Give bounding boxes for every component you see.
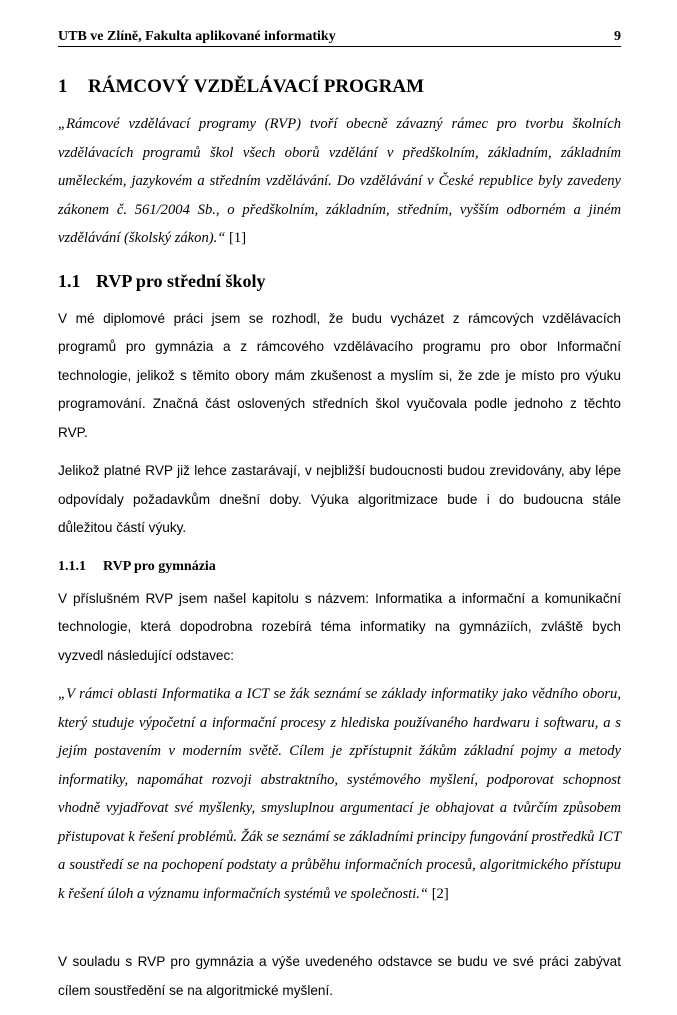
subsection-quote-text: „V rámci oblasti Informatika a ICT se žák seznámí se základy informatiky jako vědního oboru, který studuje výpočetní a informační procesy z hlediska používaného hardwaru i softwaru, a s jejím postavením v moderním světě. Cílem je zpřístupnit žákům základní pojmy a metody informatiky, napomáhat rozvoji abstraktního, systémového myšlení, podporovat schopnost vhodně vyjadřovat své myšlenky, smysluplnou argumentací je obhajovat a tvůrčím způsobem přistupovat k řešení problémů. Žák se seznámí se základními principy fungování prostředků ICT a soustředí se na pochopení podstaty a průběhu informačních procesů, algoritmického přístupu k řešení úloh a významu informačních systémů ve společnosti.“ [58, 686, 621, 902]
chapter-quote-text: „Rámcové vzdělávací programy (RVP) tvoří obecně závazný rámec pro tvorbu školních vzdělávacích programů škol všech oborů vzdělání v předškolním, základním, základním uměleckém, jazykovém a středním vzdělávání. Do vzdělávání v České republice byly zavedeny zákonem č. 561/2004 Sb., o předškolním, základním, středním, vyšším odborném a jiném vzdělávání (školský zákon).“ [58, 116, 621, 246]
section-heading [58, 269, 621, 293]
chapter-quote [58, 110, 621, 253]
page-header [58, 28, 621, 47]
page-number: 9 [614, 29, 621, 44]
section-number: 1.1 [58, 270, 81, 291]
subsection-intro: V příslušném RVP jsem našel kapitolu s názvem: Informatika a informační a komunikační technologie, která dopodrobna rozebírá téma informatiky na gymnáziích, zvláště bych vyzvedl následující odstavec: [58, 590, 621, 663]
subsection-quote [58, 680, 621, 908]
running-title: UTB ve Zlíně, Fakulta aplikované informatiky [58, 29, 336, 44]
chapter-heading [58, 74, 621, 100]
section-paragraph-2: Jelikož platné RVP již lehce zastarávají, v nejbližší budoucnosti budou zrevidovány, aby lépe odpovídaly požadavkům dnešní doby. Výuka algoritmizace bude i do budoucna stále důležitou částí výuky. [58, 463, 621, 535]
subsection-title: RVP pro gymnázia [103, 558, 216, 574]
chapter-number: 1 [58, 76, 68, 97]
page-content [58, 74, 621, 1015]
chapter-title: RÁMCOVÝ VZDĚLÁVACÍ PROGRAM [88, 76, 425, 97]
subsection-heading [58, 557, 621, 577]
closing-paragraph: V souladu s RVP pro gymnázia a výše uvedeného odstavce se budu ve své práci zabývat cílem soustředění se na algoritmické myšlení. [58, 954, 621, 998]
section-title: RVP pro střední školy [96, 270, 266, 291]
section-paragraph-1: V mé diplomové práci jsem se rozhodl, že budu vycházet z rámcových vzdělávacích programů pro gymnázia a z rámcového vzdělávacího programu pro obor Informační technologie, jelikož s těmito obory mám zkušenost a myslím si, že zde je místo pro výuku programování. Značná část oslovených středních škol vyučovala podle jednoho z těchto RVP. [58, 310, 621, 440]
subsection-number: 1.1.1 [58, 558, 86, 574]
subsection-citation: [2] [428, 885, 449, 902]
document-page [58, 0, 621, 1000]
chapter-citation: [1] [225, 230, 247, 246]
